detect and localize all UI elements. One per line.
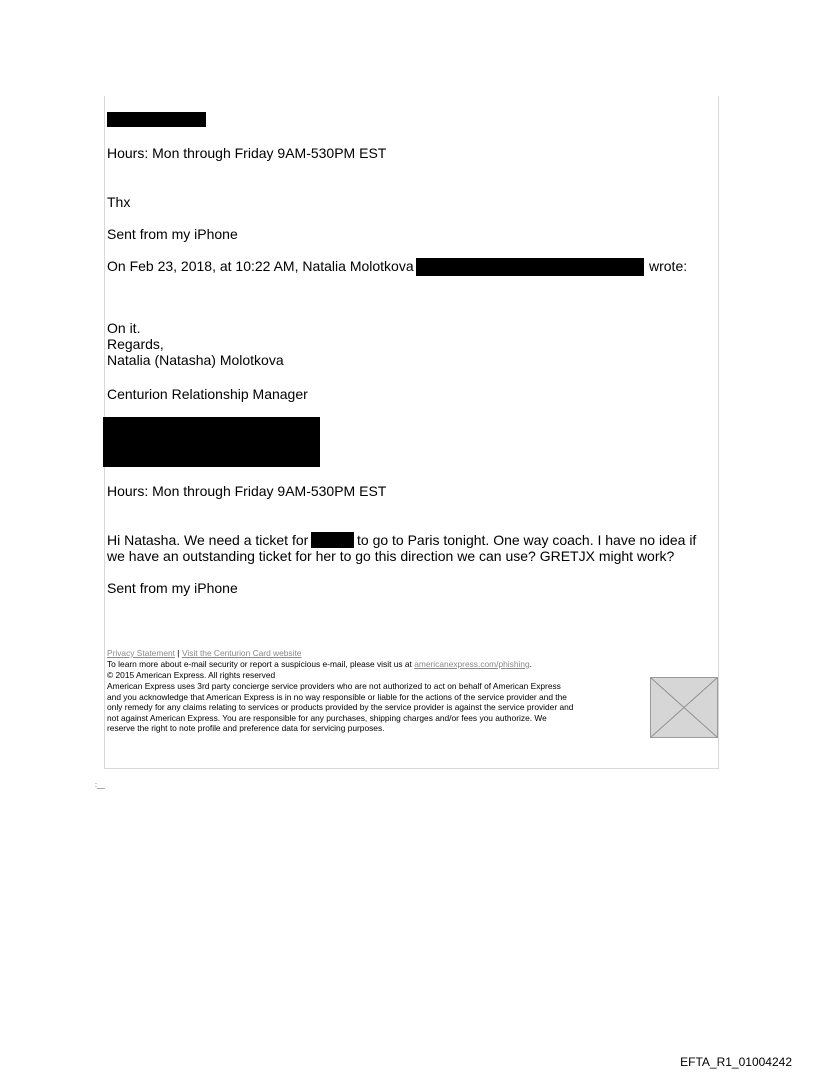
link-separator: |: [177, 648, 180, 658]
disclaimer-line-3: only remedy for any claims relating to services or products provided by the service provider is against the service provider and: [107, 702, 574, 712]
disclaimer-line-4: not against American Express. You are responsible for any purchases, shipping charges and/or fees you authorize. We: [107, 712, 547, 723]
phishing-link[interactable]: americanexpress.com/phishing: [414, 659, 530, 669]
request-line-2: we have an outstanding ticket for her to go this direction we can use? GRETJX might work?: [107, 548, 675, 564]
privacy-statement-link[interactable]: Privacy Statement: [107, 648, 175, 658]
regards-line: Regards,: [107, 336, 164, 352]
request-part-2: to go to Paris tonight. One way coach. I have no idea if: [357, 532, 697, 548]
sender-title: Centurion Relationship Manager: [107, 386, 308, 402]
stray-mark: :__: [95, 782, 105, 789]
redaction-passenger-name: [311, 532, 354, 548]
redaction-block-top: [107, 112, 206, 127]
redaction-email-address: [416, 258, 644, 276]
copyright-line: © 2015 American Express. All rights reserved: [107, 670, 276, 680]
disclaimer-line-5: reserve the right to note profile and preference data for servicing purposes.: [107, 723, 385, 733]
sender-name: Natalia (Natasha) Molotkova: [107, 352, 284, 368]
sent-from-iphone-1: Sent from my iPhone: [107, 226, 238, 242]
security-notice: [107, 659, 532, 670]
broken-image-icon: [650, 677, 718, 738]
security-notice-text: To learn more about e-mail security or report a suspicious e-mail, please visit us at: [107, 659, 412, 669]
thx-line: Thx: [107, 194, 131, 210]
bates-number: EFTA_R1_01004242: [680, 1055, 792, 1069]
quote-header-prefix: On Feb 23, 2018, at 10:22 AM, Natalia Molotkova: [107, 258, 414, 274]
on-it-line: On it.: [107, 320, 141, 336]
hours-line-1: Hours: Mon through Friday 9AM-530PM EST: [107, 145, 387, 161]
broken-image-cross: [651, 678, 717, 737]
sent-from-iphone-2: Sent from my iPhone: [107, 580, 238, 596]
quote-header-suffix: wrote:: [649, 258, 688, 274]
redaction-block-contact: [103, 417, 320, 467]
disclaimer-line-2: and you acknowledge that American Express is in no way responsible or liable for the actions of the service provider and the: [107, 691, 567, 702]
disclaimer-line-1: American Express uses 3rd party concierge service providers who are not authorized to act on behalf of American Express: [107, 681, 561, 691]
centurion-website-link[interactable]: Visit the Centurion Card website: [181, 648, 302, 658]
footer-links-row: [107, 648, 301, 659]
security-notice-period: .: [529, 659, 532, 669]
hours-line-2: Hours: Mon through Friday 9AM-530PM EST: [107, 483, 387, 499]
request-part-1: Hi Natasha. We need a ticket for: [107, 532, 309, 548]
